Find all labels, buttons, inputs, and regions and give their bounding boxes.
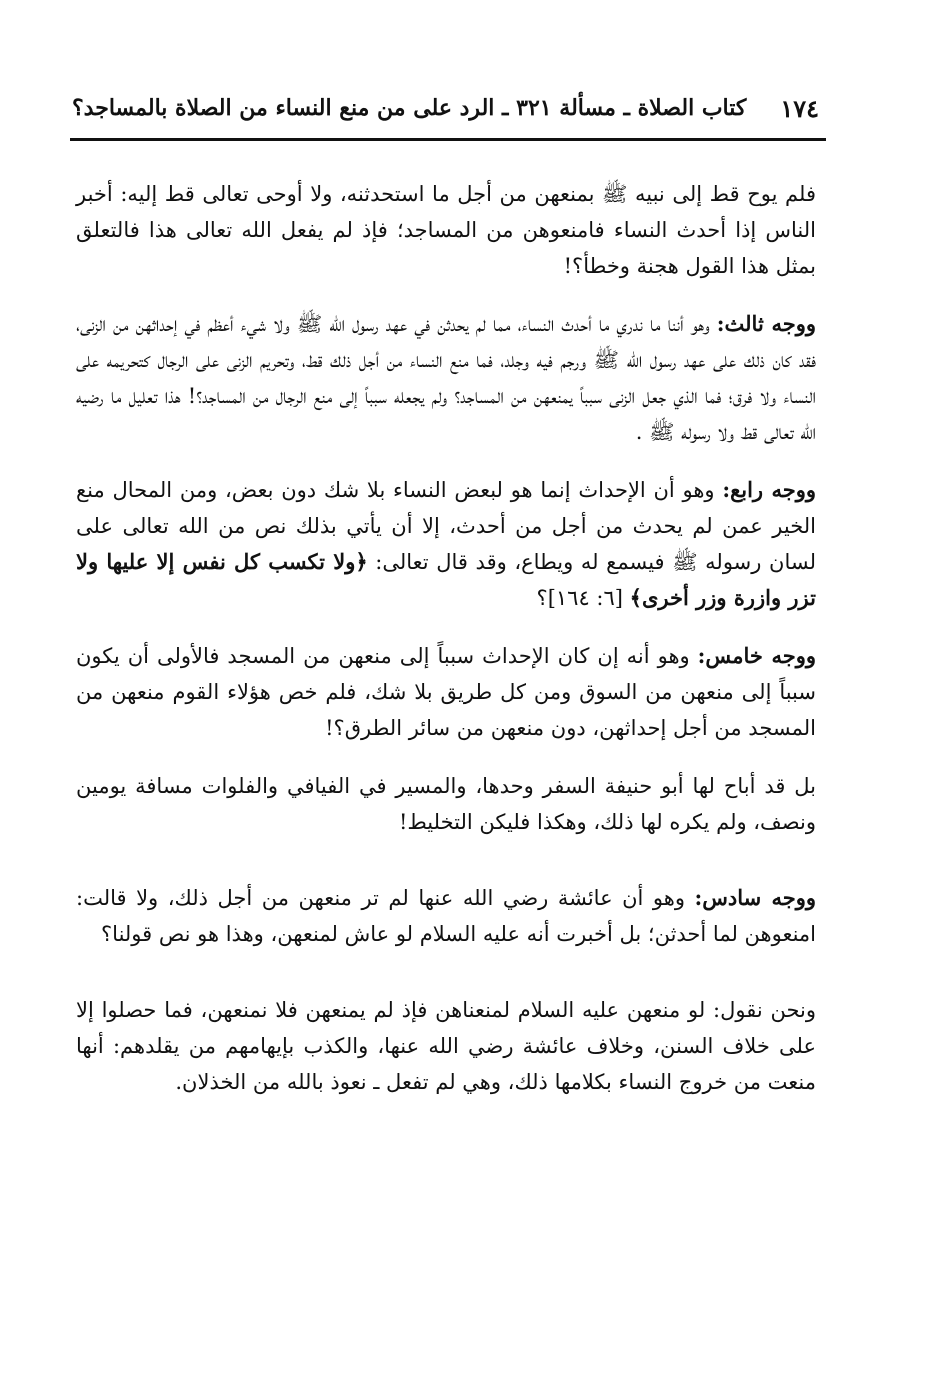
paragraph-fourth-aspect: [76, 472, 816, 616]
paragraph-fifth-aspect: [76, 638, 816, 746]
quran-quote: ﴿ولا تكسب كل نفس إلا عليها ولا تزر وازرة وزر أخرى﴾: [76, 549, 816, 610]
fourth-aspect-text: وهو أن الإحداث إنما هو لبعض النساء بلا شك دون بعض، ومن المحال منع الخير عمن لم يحدث من أجل من أحدث، إلا أن يأتي بذلك نص من الله تعالى على لسان رسوله ﷺ فيسمع له ويطاع، وقد قال تعالى:: [76, 478, 816, 574]
abu-hanifa-text: بل قد أباح لها أبو حنيفة السفر وحدها، والمسير في الفيافي والفلوات مسافة يومين ونصف، ولم يكره لها ذلك، وهكذا فليكن التخليط!: [76, 774, 816, 834]
conclusion-text: ونحن نقول: لو منعهن عليه السلام لمنعناهن فإذ لم يمنعهن فلا نمنعهن، فما حصلوا إلا على خلاف السنن، وخلاف عائشة رضي الله عنها، والكذب بإيهامهم من يقلدهم: أنها منعت من خروج النساء بكلامها ذلك، وهي لم تفعل ـ نعوذ بالله من الخذلان.: [76, 998, 816, 1094]
fifth-aspect-heading: ووجه خامس:: [697, 643, 816, 668]
sixth-aspect-text: وهو أن عائشة رضي الله عنها لم تر منعهن من أجل ذلك، ولا قالت: امنعوهن لما أحدثن؛ بل أخبرت أنه عليه السلام لو عاش لمنعهن، وهذا هو نص قولنا؟: [76, 886, 816, 946]
page-number: ١٧٤: [780, 93, 819, 123]
running-header: [72, 88, 819, 128]
paragraph-1: [76, 176, 816, 284]
paragraph-conclusion: [76, 992, 816, 1100]
header-divider: [70, 138, 826, 141]
fourth-aspect-heading: ووجه رابع:: [722, 477, 816, 502]
paragraph-1-text: فلم يوح قط إلى نبيه ﷺ بمنعهن من أجل ما استحدثنه، ولا أوحى تعالى قط إليه: أخبر الناس إذا أحدث النساء فامنعوهن من المساجد؛ فإذ لم يفعل الله تعالى هذا فالتعلق بمثل هذا القول هجنة وخطأ؟!: [76, 182, 816, 278]
quran-reference: [٦: ١٦٤]؟: [536, 586, 630, 610]
paragraph-third-aspect: [76, 306, 816, 450]
body-text: [76, 176, 816, 1122]
third-aspect-heading: ووجه ثالث:: [716, 311, 816, 336]
paragraph-sixth-aspect: [76, 880, 816, 952]
third-aspect-text: وهو أننا ما ندري ما أحدث النساء، مما لم يحدثن في عهد رسول الله ﷺ ولا شيء أعظم في إحداثهن من الزنى، فقد كان ذلك على عهد رسول الله ﷺ ورجم فيه وجلد، فما منع النساء من أجل ذلك قط، وتحريم الزنى على الرجال كتحريمه على النساء ولا فرق؛ فما الذي جعل الزنى سبباً يمنعهن من المساجد؟ ولم يجعله سبباً إلى منع الرجال من المساجد؟! هذا تعليل ما رضيه الله تعالى قط ولا رسوله ﷺ .: [76, 312, 816, 444]
fifth-aspect-text: وهو أنه إن كان الإحداث سبباً إلى منعهن من المسجد فالأولى أن يكون سبباً إلى منعهن من السوق ومن كل طريق بلا شك، فلم خص هؤلاء القوم منعهن من المسجد من أجل إحداثهن، دون منعهن من سائر الطرق؟!: [76, 644, 816, 740]
paragraph-abu-hanifa: [76, 768, 816, 840]
sixth-aspect-heading: ووجه سادس:: [694, 885, 816, 910]
running-title: كتاب الصلاة ـ مسألة ٣٢١ ـ الرد على من منع النساء من الصلاة بالمساجد؟: [72, 95, 747, 121]
